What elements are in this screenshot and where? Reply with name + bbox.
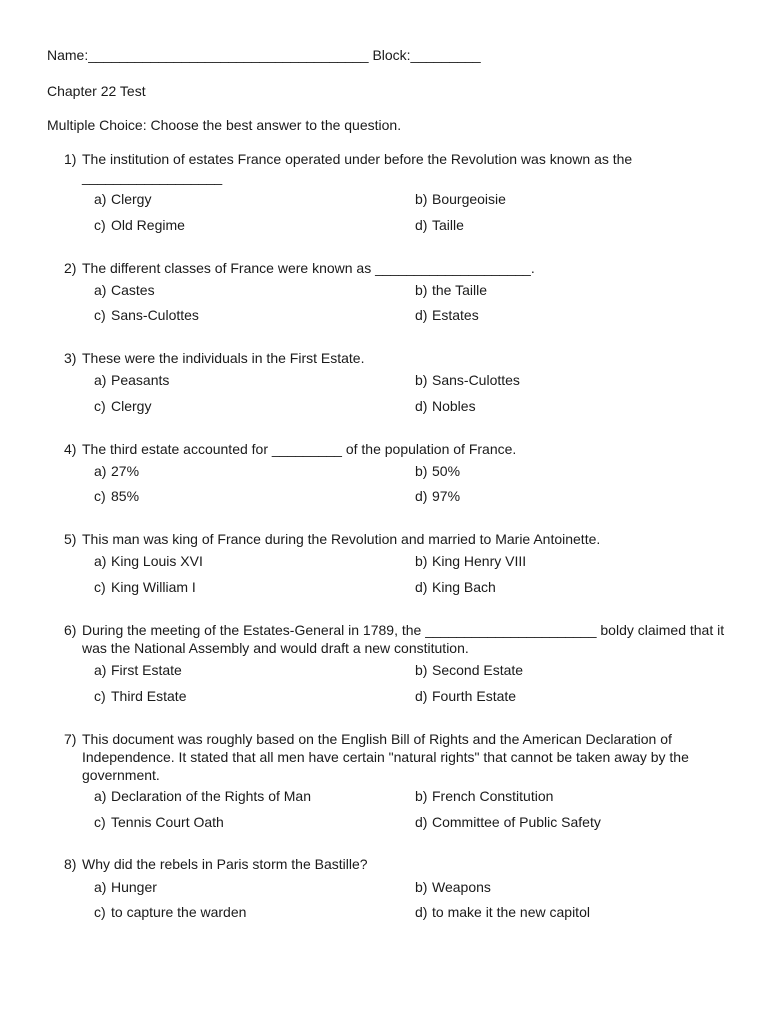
answer-option-4b[interactable] [415, 462, 460, 480]
answer-option-1b[interactable] [415, 190, 506, 208]
option-text: 85% [111, 488, 140, 504]
question-text: The institution of estates France operated under before the Revolution was known as the __________________ [82, 151, 633, 185]
answer-option-1c[interactable] [94, 216, 185, 234]
option-text: French Constitution [432, 788, 554, 804]
option-text: Estates [432, 307, 479, 323]
answer-option-3b[interactable] [415, 371, 520, 389]
block-field[interactable]: Block:_________ [372, 47, 481, 63]
option-text: Committee of Public Safety [432, 814, 601, 830]
option-letter: d) [415, 488, 428, 504]
option-letter: c) [94, 579, 106, 595]
name-block-line [47, 46, 481, 64]
answer-option-1a[interactable] [94, 190, 151, 208]
answer-option-6c[interactable] [94, 687, 186, 705]
answer-option-3c[interactable] [94, 397, 151, 415]
option-text: Third Estate [111, 688, 187, 704]
question-4 [64, 440, 734, 458]
option-text: First Estate [111, 662, 182, 678]
question-number: 7) [64, 731, 77, 747]
option-letter: a) [94, 282, 107, 298]
question-5 [64, 530, 734, 548]
answer-option-7d[interactable] [415, 813, 601, 831]
option-text: King Louis XVI [111, 553, 203, 569]
option-letter: b) [415, 282, 428, 298]
option-text: King Henry VIII [432, 553, 527, 569]
option-text: Taille [432, 217, 464, 233]
question-6 [64, 621, 734, 657]
option-letter: b) [415, 463, 428, 479]
answer-option-5b[interactable] [415, 552, 526, 570]
option-text: Weapons [432, 879, 491, 895]
question-text: The different classes of France were known as ____________________. [82, 260, 535, 276]
option-text: Bourgeoisie [432, 191, 506, 207]
option-letter: c) [94, 688, 106, 704]
question-text: Why did the rebels in Paris storm the Bastille? [82, 856, 368, 872]
option-text: Tennis Court Oath [111, 814, 224, 830]
option-letter: d) [415, 814, 428, 830]
option-letter: b) [415, 191, 428, 207]
answer-option-2b[interactable] [415, 281, 487, 299]
name-field[interactable]: Name:____________________________________ [47, 47, 369, 63]
test-title: Chapter 22 Test [47, 83, 146, 99]
option-letter: b) [415, 662, 428, 678]
answer-option-3d[interactable] [415, 397, 476, 415]
option-text: King Bach [432, 579, 496, 595]
instructions: Multiple Choice: Choose the best answer to the question. [47, 117, 402, 133]
question-number: 3) [64, 350, 77, 366]
answer-option-5c[interactable] [94, 578, 196, 596]
answer-option-6a[interactable] [94, 661, 182, 679]
option-text: 27% [111, 463, 140, 479]
question-text: During the meeting of the Estates-General in 1789, the ______________________ boldy claimed that it was the National Assembly and would draft a new constitution. [82, 622, 725, 656]
question-number: 4) [64, 441, 77, 457]
option-text: Sans-Culottes [432, 372, 520, 388]
option-text: King William I [111, 579, 196, 595]
option-letter: d) [415, 217, 428, 233]
option-letter: a) [94, 463, 107, 479]
option-letter: c) [94, 488, 106, 504]
question-1 [64, 150, 734, 186]
answer-option-4c[interactable] [94, 487, 139, 505]
option-letter: c) [94, 814, 106, 830]
option-letter: b) [415, 372, 428, 388]
answer-option-8b[interactable] [415, 878, 491, 896]
answer-option-3a[interactable] [94, 371, 169, 389]
answer-option-2d[interactable] [415, 306, 479, 324]
answer-option-8a[interactable] [94, 878, 157, 896]
option-text: Old Regime [111, 217, 185, 233]
question-2 [64, 259, 734, 277]
option-letter: a) [94, 553, 107, 569]
option-letter: d) [415, 688, 428, 704]
question-number: 5) [64, 531, 77, 547]
answer-option-4d[interactable] [415, 487, 460, 505]
answer-option-1d[interactable] [415, 216, 464, 234]
option-letter: d) [415, 904, 428, 920]
question-text: This man was king of France during the Revolution and married to Marie Antoinette. [82, 531, 601, 547]
option-letter: c) [94, 398, 106, 414]
option-letter: c) [94, 904, 106, 920]
answer-option-6d[interactable] [415, 687, 516, 705]
answer-option-5a[interactable] [94, 552, 203, 570]
answer-option-8c[interactable] [94, 903, 246, 921]
option-text: Clergy [111, 398, 152, 414]
answer-option-8d[interactable] [415, 903, 590, 921]
option-text: to capture the warden [111, 904, 247, 920]
answer-option-2a[interactable] [94, 281, 155, 299]
question-number: 6) [64, 622, 77, 638]
question-3 [64, 349, 734, 367]
option-letter: a) [94, 191, 107, 207]
option-text: Peasants [111, 372, 170, 388]
option-letter: d) [415, 307, 428, 323]
option-text: Fourth Estate [432, 688, 517, 704]
option-letter: a) [94, 788, 107, 804]
question-number: 8) [64, 856, 77, 872]
answer-option-7b[interactable] [415, 787, 553, 805]
answer-option-7c[interactable] [94, 813, 224, 831]
option-text: the Taille [432, 282, 488, 298]
question-number: 2) [64, 260, 77, 276]
option-text: Second Estate [432, 662, 524, 678]
option-text: Sans-Culottes [111, 307, 199, 323]
answer-option-6b[interactable] [415, 661, 523, 679]
answer-option-4a[interactable] [94, 462, 139, 480]
option-letter: d) [415, 398, 428, 414]
option-text: Declaration of the Rights of Man [111, 788, 311, 804]
option-letter: a) [94, 879, 107, 895]
option-text: Clergy [111, 191, 152, 207]
option-letter: a) [94, 662, 107, 678]
question-8 [64, 855, 734, 873]
option-text: 50% [432, 463, 461, 479]
question-number: 1) [64, 151, 77, 167]
option-text: to make it the new capitol [432, 904, 590, 920]
option-letter: a) [94, 372, 107, 388]
question-text: These were the individuals in the First Estate. [82, 350, 365, 366]
option-letter: d) [415, 579, 428, 595]
option-letter: b) [415, 553, 428, 569]
answer-option-5d[interactable] [415, 578, 496, 596]
option-letter: b) [415, 879, 428, 895]
option-letter: c) [94, 307, 106, 323]
answer-option-7a[interactable] [94, 787, 311, 805]
option-text: Hunger [111, 879, 157, 895]
question-7 [64, 730, 734, 784]
answer-option-2c[interactable] [94, 306, 199, 324]
option-text: Castes [111, 282, 155, 298]
option-letter: c) [94, 217, 106, 233]
option-text: 97% [432, 488, 461, 504]
option-letter: b) [415, 788, 428, 804]
option-text: Nobles [432, 398, 476, 414]
question-text: This document was roughly based on the English Bill of Rights and the American Declaration of Independence. It stated that all men have certain "natural rights" that cannot be taken away by the government. [82, 731, 689, 783]
question-text: The third estate accounted for _________ of the population of France. [82, 441, 517, 457]
